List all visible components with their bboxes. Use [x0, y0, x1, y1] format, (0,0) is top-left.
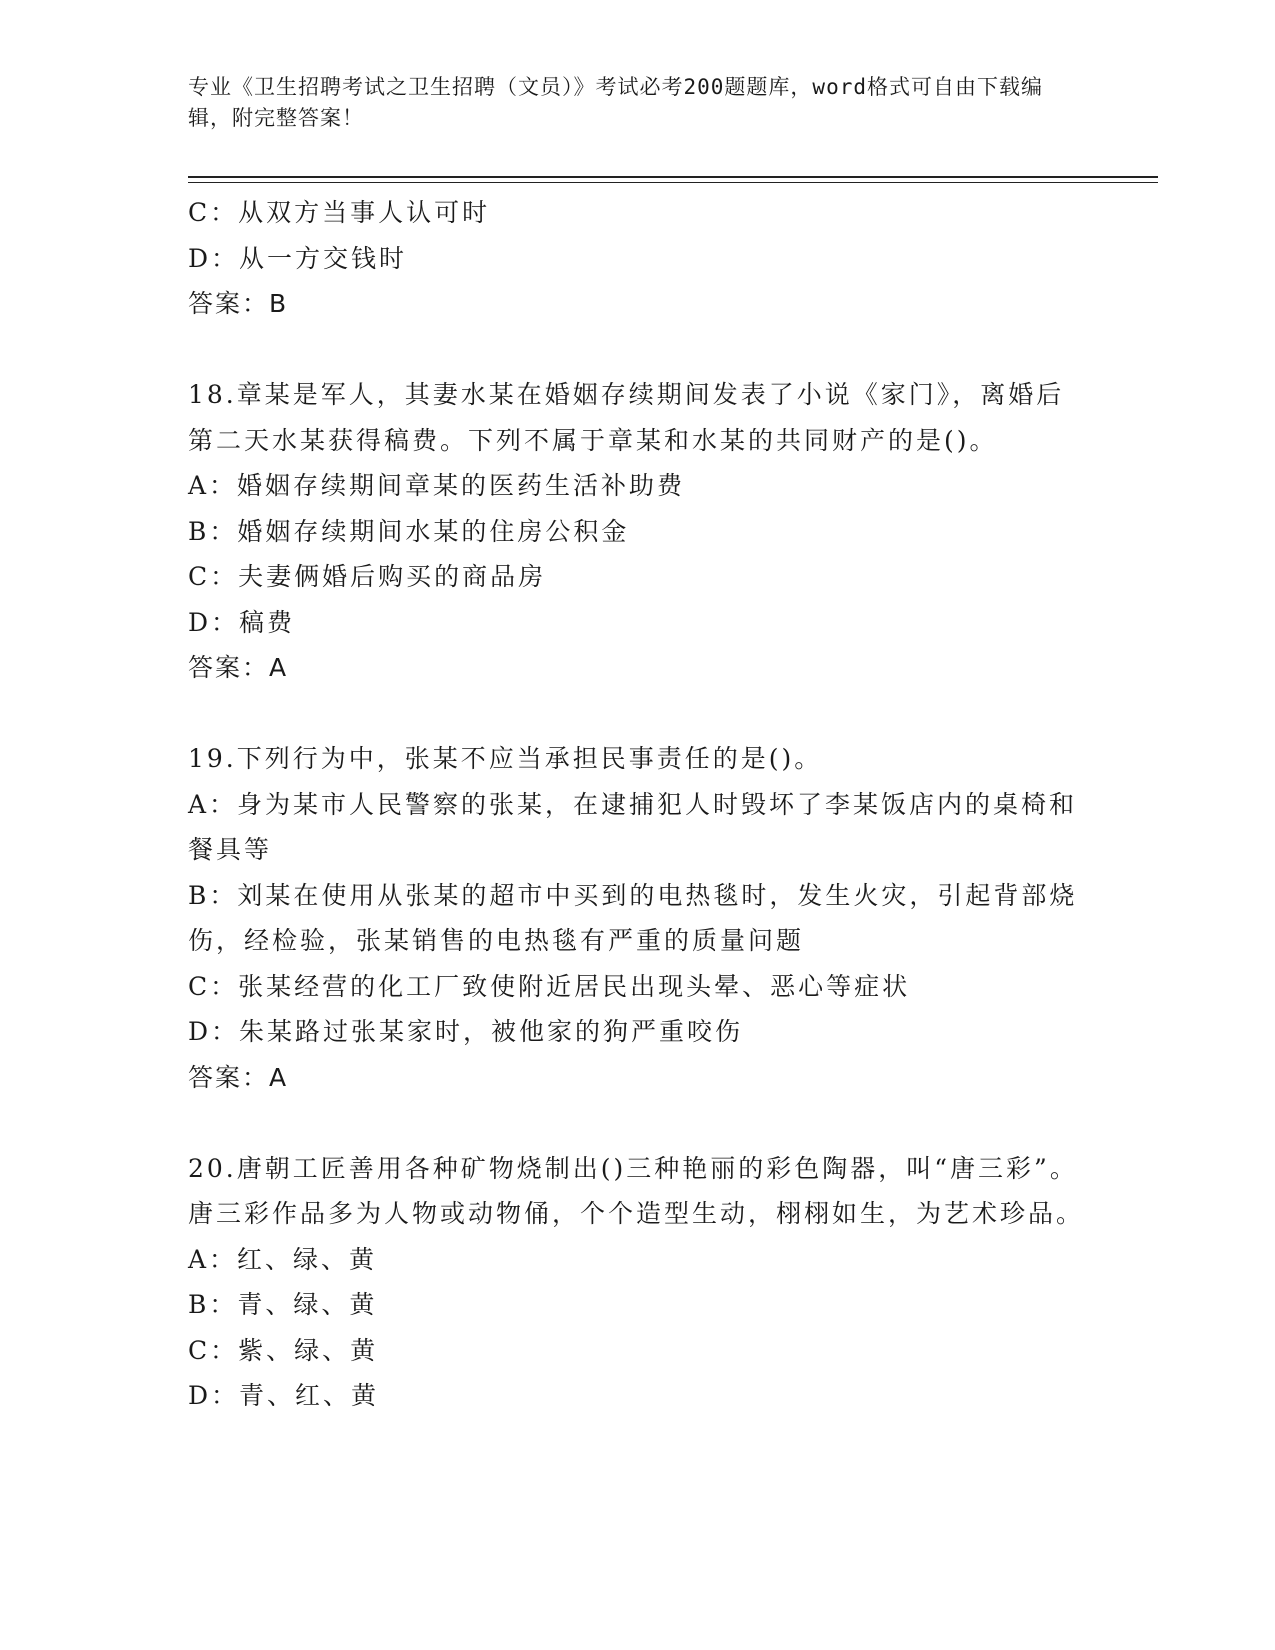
page-header: 专业《卫生招聘考试之卫生招聘（文员）》考试必考200题题库，word格式可自由下载编辑，附完整答案！	[188, 75, 1043, 130]
question-stem: 18.章某是军人，其妻水某在婚姻存续期间发表了小说《家门》，离婚后第二天水某获得稿费。下列不属于章某和水某的共同财产的是()。	[188, 380, 1065, 455]
answer-line: 答案：A	[188, 653, 289, 682]
option-d: D：稿费	[188, 607, 296, 637]
option-d: D：朱某路过张某家时，被他家的狗严重咬伤	[188, 1017, 744, 1046]
option-b: B：刘某在使用从张某的超市中买到的电热毯时，发生火灾，引起背部烧伤，经检验，张某销售的电热毯有严重的质量问题	[188, 880, 1078, 955]
option-a: A：婚姻存续期间章某的医药生活补助费	[188, 471, 686, 500]
option-c: C：夫妻俩婚后购买的商品房	[188, 562, 547, 591]
question-20	[188, 1146, 1088, 1419]
option-c: C：从双方当事人认可时	[188, 198, 491, 227]
question-stem: 19.下列行为中，张某不应当承担民事责任的是()。	[188, 744, 823, 773]
option-a: A：红、绿、黄	[188, 1244, 378, 1274]
header-rule-thin	[188, 182, 1158, 183]
header-rule-thick	[188, 176, 1158, 178]
option-c: C：张某经营的化工厂致使附近居民出现头晕、恶心等症状	[188, 971, 911, 1001]
answer-line: 答案：B	[188, 289, 289, 318]
spacer	[188, 691, 1088, 737]
question-19	[188, 736, 1088, 1100]
option-a: A：身为某市人民警察的张某，在逮捕犯人时毁坏了李某饭店内的桌椅和餐具等	[188, 789, 1078, 864]
option-b: B：婚姻存续期间水某的住房公积金	[188, 516, 630, 546]
question-stem: 20.唐朝工匠善用各种矿物烧制出()三种艳丽的彩色陶器，叫“唐三彩”。唐三彩作品多为人物或动物俑，个个造型生动，栩栩如生，为艺术珍品。	[188, 1153, 1085, 1228]
option-c: C：紫、绿、黄	[188, 1335, 379, 1365]
answer-line: 答案：A	[188, 1062, 289, 1092]
question-17-tail	[188, 190, 1088, 327]
spacer	[188, 327, 1088, 373]
option-d: D：从一方交钱时	[188, 243, 408, 273]
option-d: D：青、红、黄	[188, 1381, 380, 1410]
question-18	[188, 372, 1088, 691]
question-content	[188, 190, 1088, 1419]
option-b: B：青、绿、黄	[188, 1290, 378, 1319]
spacer	[188, 1100, 1088, 1146]
